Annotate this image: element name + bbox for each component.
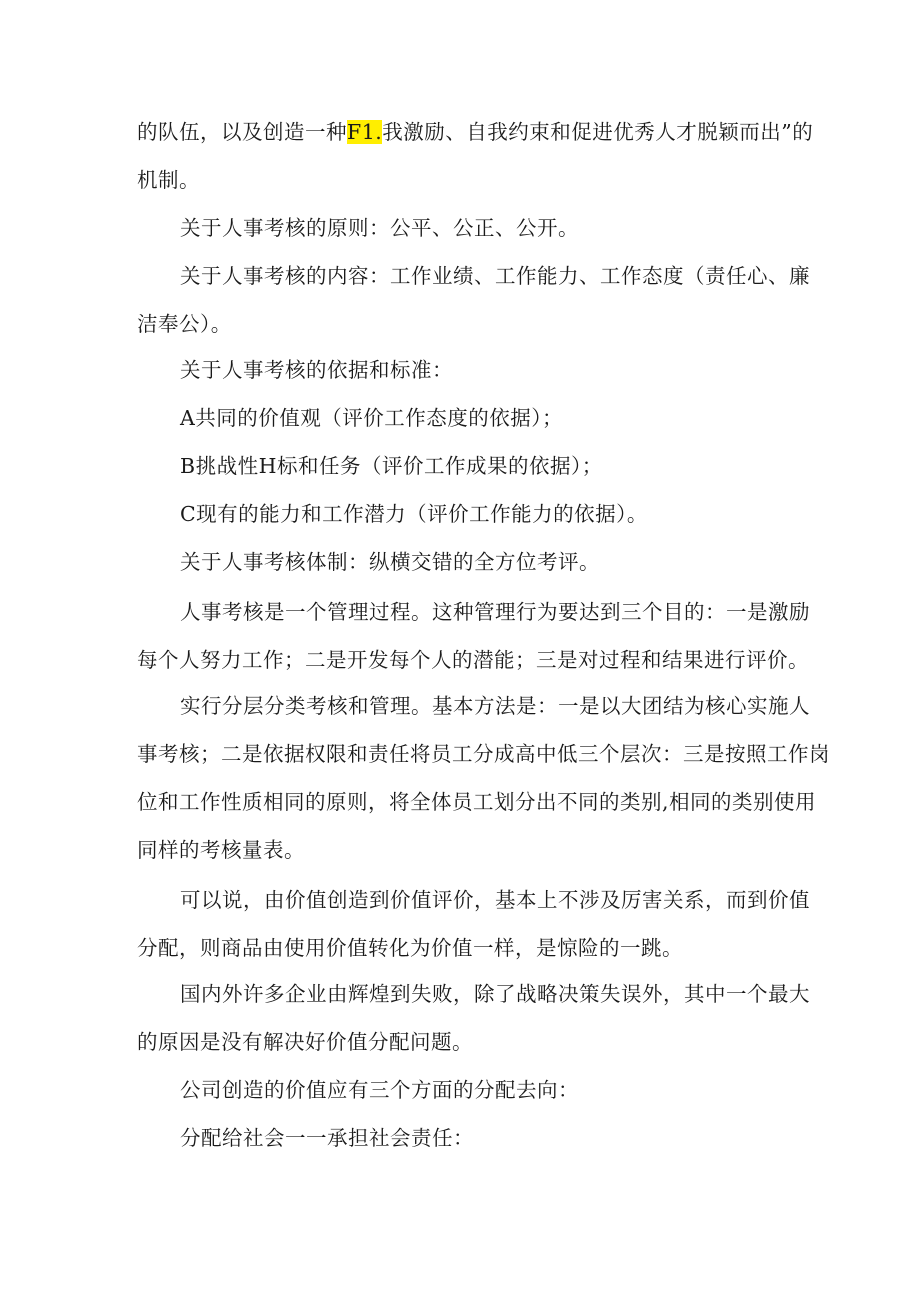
text-line: 人事考核是一个管理过程。这种管理行为要达到三个目的：一是激励 (180, 600, 810, 624)
text-line: 洁奉公）。 (137, 312, 232, 336)
paragraph-social-responsibility (137, 1114, 797, 1162)
text-line: 机制。 (137, 168, 200, 192)
text-line: 关于人事考核的依据和标准： (180, 358, 453, 382)
paragraph-value-distribution (137, 876, 810, 972)
paragraph-management-process (137, 588, 810, 684)
text-line: 位和工作性质相同的原则，将全体员工划分出不同的类别,相同的类别使用 (137, 790, 817, 814)
paragraph-appraisal-basis (137, 346, 797, 394)
text-line: B挑战性H标和任务（评价工作成果的依据）； (180, 454, 603, 478)
text-line: 同样的考核量表。 (137, 838, 305, 862)
text-line: 实行分层分类考核和管理。基本方法是：一是以大团结为核心实施人 (180, 694, 810, 718)
text-line: 分配给社会一一承担社会责任： (180, 1126, 474, 1150)
text-line: 关于人事考核的内容：工作业绩、工作能力、工作态度（责任心、廉 (180, 264, 810, 288)
list-item-a (137, 394, 797, 442)
paragraph-appraisal-content (137, 252, 810, 348)
text-line: 的原因是没有解决好价值分配问题。 (137, 1030, 473, 1054)
text-line: 公司创造的价值应有三个方面的分配去向： (180, 1078, 579, 1102)
paragraph-appraisal-principles (137, 204, 797, 252)
text-line: 每个人努力工作；二是开发每个人的潜能；三是对过程和结果进行评价。 (137, 648, 809, 672)
highlighted-text: F1. (347, 120, 383, 144)
text-line: 关于人事考核的原则：公平、公正、公开。 (180, 216, 579, 240)
text-line: 可以说，由价值创造到价值评价，基本上不涉及厉害关系，而到价值 (180, 888, 810, 912)
text-segment: 的队伍，以及创造一种 (137, 120, 347, 144)
paragraph-distribution-directions (137, 1066, 797, 1114)
text-line: 事考核；二是依据权限和责任将员工分成高中低三个层次：三是按照工作岗 (137, 742, 830, 766)
list-item-c (137, 490, 797, 538)
text-line: 关于人事考核体制：纵横交错的全方位考评。 (180, 550, 600, 574)
paragraph-team-and-mechanism (137, 108, 814, 204)
paragraph-layered-appraisal (137, 682, 830, 874)
text-line: 分配，则商品由使用价值转化为价值一样，是惊险的一跳。 (137, 936, 683, 960)
text-line: 国内外许多企业由辉煌到失败，除了战略决策失误外，其中一个最大 (180, 982, 810, 1006)
paragraph-appraisal-system (137, 538, 797, 586)
text-line: A共同的价值观（评价工作态度的依据）； (180, 406, 564, 430)
text-segment: 我激励、自我约束和促进优秀人才脱颖而出”的 (382, 120, 814, 144)
text-line: C现有的能力和工作潜力（评价工作能力的依据）。 (180, 502, 648, 526)
paragraph-enterprise-failure (137, 970, 810, 1066)
list-item-b (137, 442, 797, 490)
text-line (137, 108, 814, 156)
